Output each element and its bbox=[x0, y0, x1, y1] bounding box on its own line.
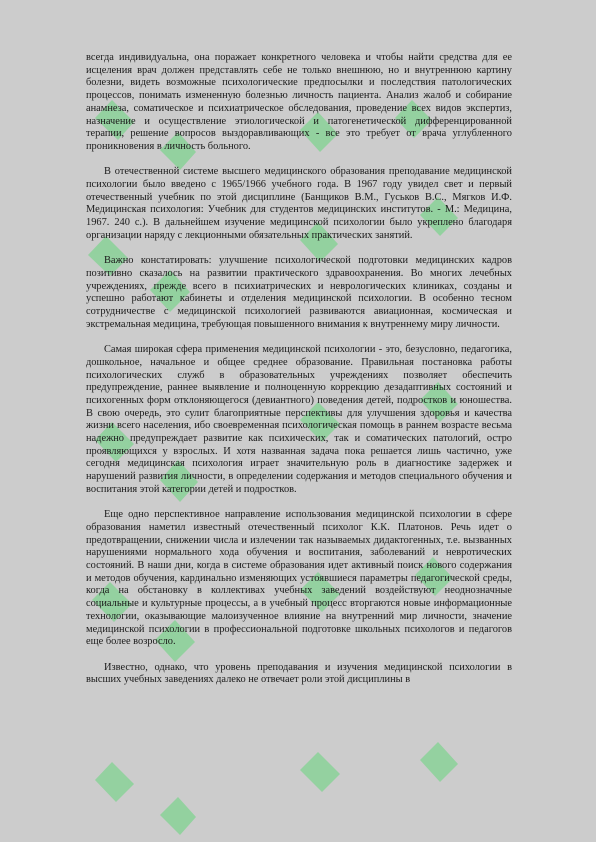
paragraph-6: Известно, однако, что уровень преподавания и изучения медицинской психологии в высших учебных заведениях далеко не отвечает роли этой дисциплины в bbox=[86, 661, 512, 686]
paragraph-1: всегда индивидуальна, она поражает конкретного человека и чтобы найти средства для ее исцеления врач должен представлять себе не только внешнюю, но и внутреннюю картину болезни, видеть возможные психологические предпосылки и последствия патологических процессов, понимать измененную болезнью личность пациента. Анализ жалоб и собирание анамнеза, соматическое и психиатрическое обследования, проведение всех видов экспертиз, назначение и осуществление этиологической и патогенетической дифференцированной терапии, решение вопросов выздоравливающих - все это требует от врача углубленного проникновения в личность больного. bbox=[86, 52, 512, 152]
document-body bbox=[86, 52, 512, 687]
paragraph-2: В отечественной системе высшего медицинского образования преподавание медицинской психологии было введено с 1965/1966 учебного года. В 1967 году увидел свет и первый отечественный учебник по этой дисциплине (Банщиков В.М., Гуськов В.С., Мягков И.Ф. Медицинская психология: Учебник для студентов медицинских институтов. - М.: Медицина, 1967. 240 с.). В дальнейшем изучение медицинской психологии было укреплено благодаря организации наряду с лекционными обязательных практических занятий. bbox=[86, 166, 512, 241]
paragraph-3: Важно констатировать: улучшение психологической подготовки медицинских кадров позитивно сказалось на развитии практического здравоохранения. Во многих лечебных учреждениях, прежде всего в психиатрических и неврологических клиниках, созданы и успешно работают кабинеты и отделения медицинской психологии. В особенно тесном сотрудничестве с медицинской психологией развиваются авиационная, космическая и экстремальная медицина, требующая повышенного внимания к внутреннему миру личности. bbox=[86, 255, 512, 330]
paragraph-4: Самая широкая сфера применения медицинской психологии - это, безусловно, педагогика, дошкольное, начальное и общее среднее образование. Правильная постановка работы психологических служб в образовательных учреждениях позволяет обеспечить предупреждение, раннее выявление и полноценную коррекцию дезадаптивных состояний и психогенных форм отклоняющегося (девиантного) поведения детей, подростков и юношества. В свою очередь, это сулит благоприятные перспективы для улучшения здоровья и качества жизни всего населения, ибо своевременная психологическая помощь в раннем возрасте весьма надежно предупреждает развитие как психических, так и соматических патологий, остро проявляющихся у взрослых. И хотя названная задача пока решается лишь частично, уже сегодня медицинская психология играет значительную роль в диагностике задержек и нарушений развития личности, в определении содержания и методов специального обучения и воспитания этой категории детей и подростков. bbox=[86, 344, 512, 495]
paragraph-5: Еще одно перспективное направление использования медицинской психологии в сфере образования наметил известный отечественный психолог К.К. Платонов. Речь идет о предотвращении, снижении числа и излечении так называемых дидактогенных, т.е. вызванных нарушениями нормального хода обучения и воспитания, заболеваний и невротических состояний. В наши дни, когда в системе образования идет активный поиск нового содержания и методов обучения, кардинально изменяющих устоявшиеся параметры педагогической среды, когда на обстановку в коллективах учебных заведений воздействуют неоднозначные социальные и культурные процессы, а в учебный процесс вторгаются новые информационные технологии, оказывающие малоизученное влияние на внутренний мир личности, значение медицинской психологии в профессиональной подготовке школьных психологов и педагогов еще более возросло. bbox=[86, 509, 512, 648]
